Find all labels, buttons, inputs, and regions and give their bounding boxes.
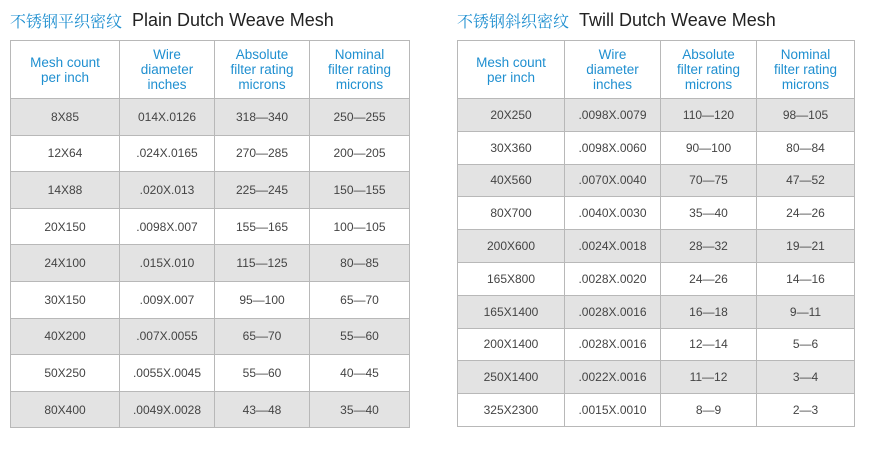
column-header: Nominal filter rating microns [310, 41, 410, 99]
table-cell: 5—6 [757, 328, 855, 361]
table-cell: 80X400 [11, 391, 120, 428]
table-row [458, 328, 855, 361]
table-cell: 200X600 [458, 230, 565, 263]
table-row [458, 164, 855, 197]
table-cell: 95—100 [215, 281, 310, 318]
table-row [458, 262, 855, 295]
table-cell: 16—18 [661, 295, 757, 328]
table-row [11, 172, 410, 209]
table-cell: 14—16 [757, 262, 855, 295]
table-cell: .0098X.0060 [565, 131, 661, 164]
table-cell: 8X85 [11, 99, 120, 136]
table-row [458, 295, 855, 328]
column-header: Wire diameter inches [120, 41, 215, 99]
table-cell: 55—60 [215, 355, 310, 392]
twill-title-chinese: 不锈钢斜织密纹 [457, 11, 570, 31]
twill-dutch-weave-section [457, 0, 855, 427]
table-cell: 9—11 [757, 295, 855, 328]
plain-dutch-weave-section [10, 0, 410, 428]
table-cell: 11—12 [661, 361, 757, 394]
column-header: Mesh count per inch [458, 41, 565, 99]
table-cell: 014X.0126 [120, 99, 215, 136]
table-cell: .0028X.0016 [565, 328, 661, 361]
table-cell: 250X1400 [458, 361, 565, 394]
table-row [11, 355, 410, 392]
table-cell: 24X100 [11, 245, 120, 282]
table-cell: 24—26 [757, 197, 855, 230]
table-cell: .0049X.0028 [120, 391, 215, 428]
table-cell: 35—40 [310, 391, 410, 428]
table-cell: 80X700 [458, 197, 565, 230]
plain-dutch-weave-title [10, 0, 410, 40]
table-row [11, 318, 410, 355]
table-row [458, 230, 855, 263]
twill-dutch-weave-table [457, 40, 855, 427]
table-cell: .0028X.0016 [565, 295, 661, 328]
table-cell: 318—340 [215, 99, 310, 136]
table-cell: 70—75 [661, 164, 757, 197]
table-cell: 20X250 [458, 99, 565, 132]
table-cell: 8—9 [661, 394, 757, 427]
table-cell: 24—26 [661, 262, 757, 295]
table-cell: 270—285 [215, 135, 310, 172]
table-cell: 225—245 [215, 172, 310, 209]
table-row [458, 99, 855, 132]
table-cell: 30X150 [11, 281, 120, 318]
table-cell: .0040X.0030 [565, 197, 661, 230]
table-row [11, 391, 410, 428]
table-cell: .0098X.007 [120, 208, 215, 245]
table-cell: .009X.007 [120, 281, 215, 318]
table-row [11, 99, 410, 136]
column-header: Nominal filter rating microns [757, 41, 855, 99]
table-row [458, 131, 855, 164]
table-row [11, 281, 410, 318]
table-cell: .0055X.0045 [120, 355, 215, 392]
table-cell: 47—52 [757, 164, 855, 197]
table-cell: 200—205 [310, 135, 410, 172]
table-cell: .0015X.0010 [565, 394, 661, 427]
column-header: Absolute filter rating microns [215, 41, 310, 99]
table-cell: 165X800 [458, 262, 565, 295]
column-header: Wire diameter inches [565, 41, 661, 99]
table-cell: 55—60 [310, 318, 410, 355]
table-cell: 40X200 [11, 318, 120, 355]
twill-dutch-weave-title [457, 0, 855, 40]
table-header-row [11, 41, 410, 99]
table-cell: 200X1400 [458, 328, 565, 361]
table-cell: 40—45 [310, 355, 410, 392]
table-cell: 50X250 [11, 355, 120, 392]
table-cell: 325X2300 [458, 394, 565, 427]
table-cell: 65—70 [310, 281, 410, 318]
table-cell: .0028X.0020 [565, 262, 661, 295]
table-cell: 28—32 [661, 230, 757, 263]
table-cell: 65—70 [215, 318, 310, 355]
table-body [458, 99, 855, 427]
table-cell: .015X.010 [120, 245, 215, 282]
column-header: Absolute filter rating microns [661, 41, 757, 99]
table-cell: .0098X.0079 [565, 99, 661, 132]
table-cell: 115—125 [215, 245, 310, 282]
table-cell: 12—14 [661, 328, 757, 361]
twill-title-english: Twill Dutch Weave Mesh [579, 9, 776, 30]
table-row [11, 208, 410, 245]
table-cell: 150—155 [310, 172, 410, 209]
table-cell: 40X560 [458, 164, 565, 197]
table-cell: .0070X.0040 [565, 164, 661, 197]
table-cell: 19—21 [757, 230, 855, 263]
table-cell: 100—105 [310, 208, 410, 245]
table-cell: 14X88 [11, 172, 120, 209]
table-cell: 20X150 [11, 208, 120, 245]
plain-title-english: Plain Dutch Weave Mesh [132, 9, 334, 30]
table-row [458, 197, 855, 230]
table-body [11, 99, 410, 428]
table-header-row [458, 41, 855, 99]
table-cell: 2—3 [757, 394, 855, 427]
table-cell: .024X.0165 [120, 135, 215, 172]
table-cell: 110—120 [661, 99, 757, 132]
table-cell: 165X1400 [458, 295, 565, 328]
table-cell: 12X64 [11, 135, 120, 172]
table-row [458, 394, 855, 427]
table-cell: 80—85 [310, 245, 410, 282]
table-cell: 43—48 [215, 391, 310, 428]
column-header: Mesh count per inch [11, 41, 120, 99]
table-cell: 98—105 [757, 99, 855, 132]
table-row [11, 245, 410, 282]
table-cell: 80—84 [757, 131, 855, 164]
table-cell: .0022X.0016 [565, 361, 661, 394]
table-cell: 90—100 [661, 131, 757, 164]
table-cell: 155—165 [215, 208, 310, 245]
table-cell: 3—4 [757, 361, 855, 394]
table-row [11, 135, 410, 172]
plain-dutch-weave-table [10, 40, 410, 428]
table-cell: 35—40 [661, 197, 757, 230]
table-row [458, 361, 855, 394]
table-cell: .0024X.0018 [565, 230, 661, 263]
plain-title-chinese: 不锈钢平织密纹 [10, 11, 123, 31]
table-cell: 250—255 [310, 99, 410, 136]
table-cell: .007X.0055 [120, 318, 215, 355]
table-cell: .020X.013 [120, 172, 215, 209]
table-cell: 30X360 [458, 131, 565, 164]
